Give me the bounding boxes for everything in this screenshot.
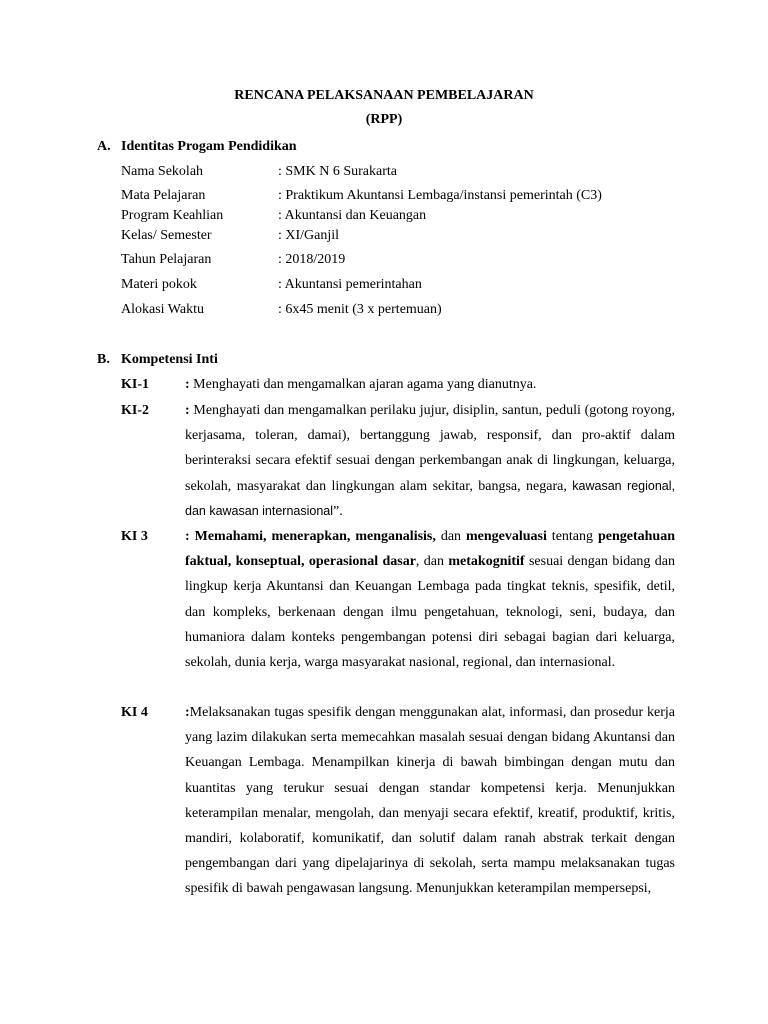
- ki4-body: Melaksanakan tugas spesifik dengan menggunakan alat, informasi, dan prosedur kerja yang lazim dilakukan serta memecahkan masalah sesuai dengan bidang Akuntansi dan Keuangan Lembaga. Menampilkan kinerja di bawah bimbingan dengan mutu dan kuantitas yang terukur sesuai dengan standar kompetensi kerja. Menunjukkan keterampilan menalar, mengolah, dan menyaji secara efektif, kreatif, produktif, kritis, mandiri, kolaboratif, komunikatif, dan solutif dalam ranah abstrak terkait dengan pengembangan dari yang dipelajarinya di sekolah, serta mampu melaksanakan tugas spesifik di bawah pengawasan langsung. Menunjukkan keterampilan mempersepsi,: [185, 705, 675, 897]
- identity-row-time: [121, 302, 442, 318]
- ki3-text-4: sesuai dengan bidang dan lingkup kerja Akuntansi dan Keuangan Lembaga pada tingkat teknis, spesifik, detil, dan kompleks, berkenaan dengan ilmu pengetahuan, teknologi, seni, budaya, dan humaniora dalam konteks pengembangan potensi diri sebagai bagian dari keluarga, sekolah, dunia kerja, warga masyarakat nasional, regional, dan internasional.: [185, 554, 676, 671]
- identity-row-subject: [121, 188, 602, 204]
- section-b-letter: B.: [97, 352, 110, 367]
- identity-label: Alokasi Waktu: [121, 302, 204, 317]
- section-a-letter: A.: [97, 139, 111, 154]
- ki1-body: Menghayati dan mengamalkan ajaran agama yang dianutnya.: [189, 377, 537, 392]
- ki2-body: Menghayati dan mengamalkan perilaku jujur, disiplin, santun, peduli (gotong royong, kerjasama, toleran, damai), bertanggung jawab, responsif, dan pro-aktif dalam berinteraksi secara efektif sesuai dengan perkembangan anak di lingkungan, keluarga, sekolah, masyarakat dan lingkungan alam sekitar, bangsa, negara,: [185, 403, 675, 494]
- ki4-label: KI 4: [121, 705, 148, 720]
- identity-value: : Praktikum Akuntansi Lembaga/instansi pemerintah (C3): [278, 188, 602, 203]
- ki3-bold-metacognitive: metakognitif: [448, 554, 525, 570]
- document-title: RENCANA PELAKSANAAN PEMBELAJARAN: [234, 88, 534, 103]
- ki1-text: [185, 372, 675, 397]
- identity-label: Tahun Pelajaran: [121, 252, 212, 267]
- ki3-text-3: , dan: [415, 554, 449, 570]
- identity-value: : SMK N 6 Surakarta: [278, 164, 397, 179]
- ki2-sans-fragment: kawasan regional, dan kawasan internasional: [185, 478, 675, 518]
- ki3-label: KI 3: [121, 529, 148, 544]
- document-subtitle: (RPP): [365, 112, 403, 127]
- identity-row-school: [121, 164, 397, 180]
- identity-row-year: [121, 252, 345, 268]
- identity-row-topic: [121, 277, 422, 293]
- identity-value: : XI/Ganjil: [278, 228, 340, 243]
- identity-row-program: [121, 208, 426, 224]
- ki4-colon: :: [185, 705, 190, 720]
- ki2-text: [185, 398, 675, 524]
- identity-label: Kelas/ Semester: [121, 228, 212, 243]
- ki3-bold-verbs: : Memahami, menerapkan, menganalisis,: [185, 529, 436, 544]
- ki2-colon: :: [185, 403, 190, 418]
- section-b-heading: [97, 352, 218, 368]
- ki3-bold-evaluate: mengevaluasi: [465, 529, 547, 544]
- identity-label: Nama Sekolah: [121, 164, 204, 179]
- identity-value: : 6x45 menit (3 x pertemuan): [278, 302, 442, 317]
- section-a-heading: [97, 139, 297, 155]
- identity-label: Program Keahlian: [121, 208, 224, 223]
- ki2-end: ”.: [333, 503, 343, 519]
- identity-label: Materi pokok: [121, 277, 197, 292]
- identity-value: : Akuntansi dan Keuangan: [278, 208, 427, 223]
- ki3-text: [185, 524, 675, 675]
- ki3-bold-knowledge: pengetahuan faktual, konseptual, operasional dasar: [185, 529, 675, 570]
- ki3-text-2: tentang: [546, 529, 598, 544]
- ki2-label: KI-2: [121, 403, 149, 418]
- section-b-title: Kompetensi Inti: [121, 352, 218, 367]
- identity-row-class: [121, 228, 339, 244]
- identity-value: : Akuntansi pemerintahan: [278, 277, 422, 292]
- ki3-text-1: dan: [435, 529, 466, 544]
- identity-value: : 2018/2019: [278, 252, 346, 267]
- ki4-text: [185, 700, 675, 902]
- ki1-label: KI-1: [121, 377, 149, 392]
- identity-label: Mata Pelajaran: [121, 188, 206, 203]
- ki1-colon: :: [185, 377, 190, 392]
- section-a-title: Identitas Progam Pendidikan: [121, 139, 297, 154]
